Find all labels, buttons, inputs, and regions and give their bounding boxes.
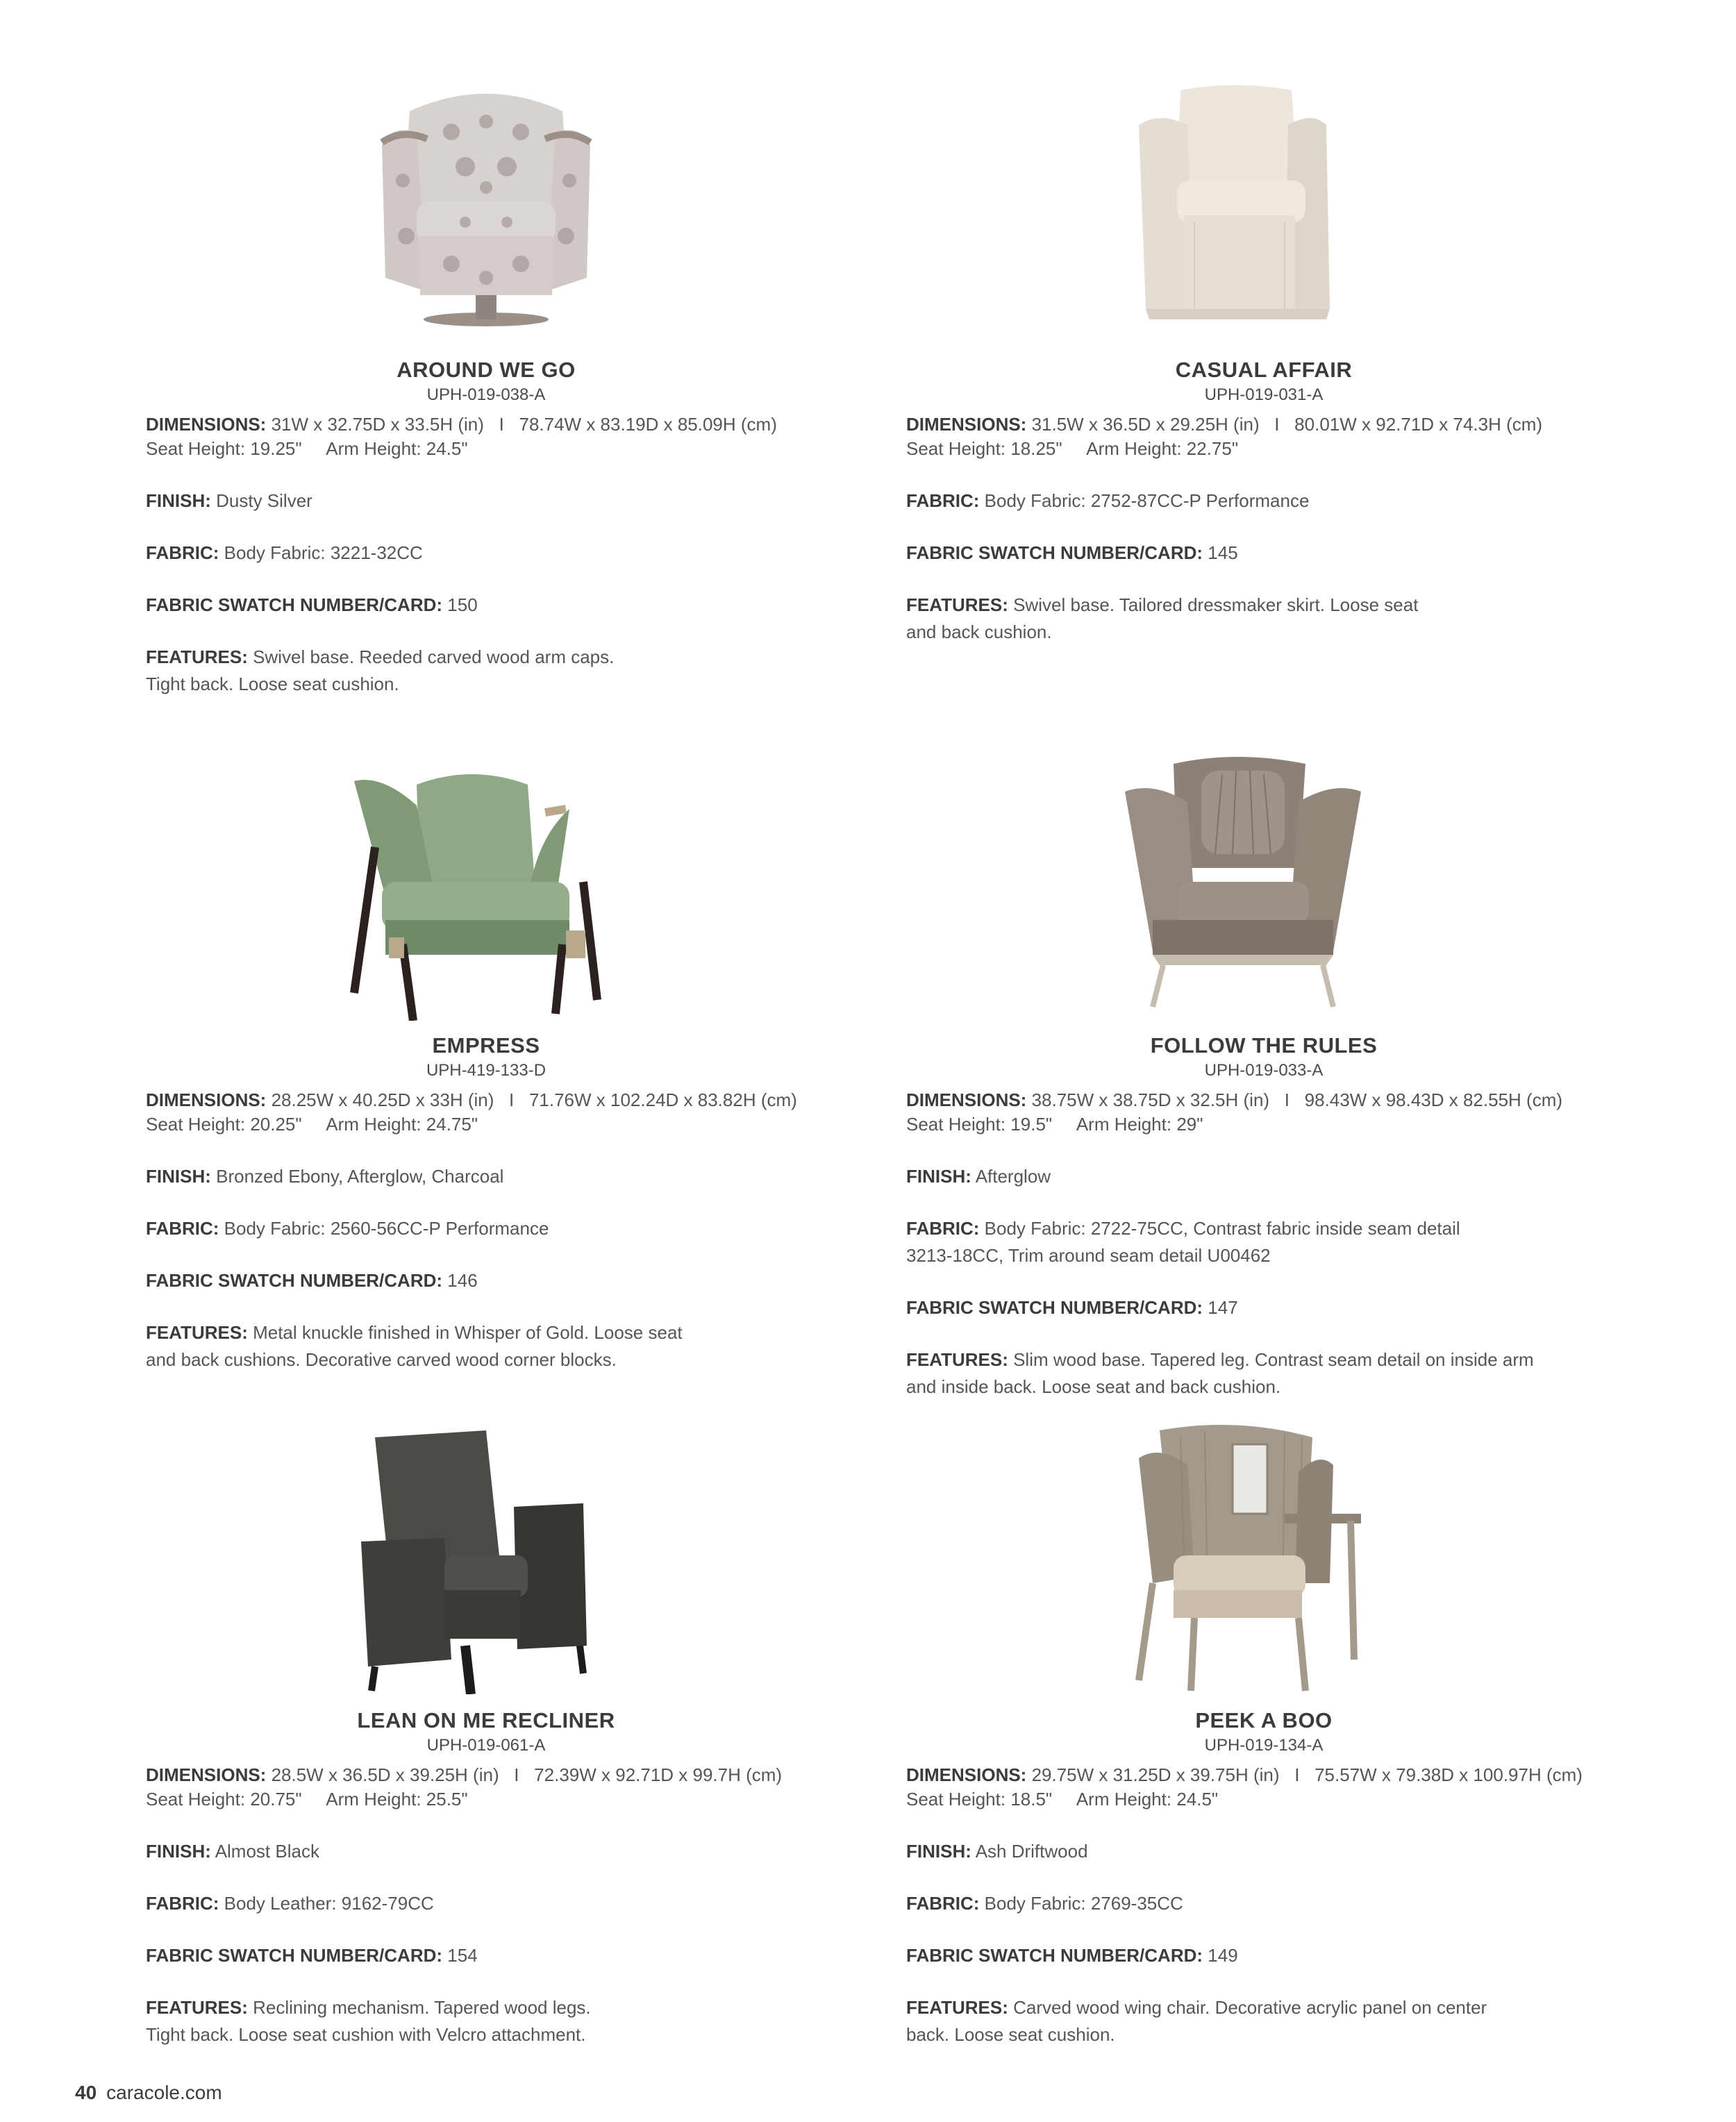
product-sku: UPH-019-031-A xyxy=(1204,385,1324,404)
features-value: Reclining mechanism. Tapered wood legs. xyxy=(253,1997,591,2018)
product-image xyxy=(1055,1417,1417,1694)
finish-value: Afterglow xyxy=(975,1166,1051,1187)
fabric-label: FABRIC: xyxy=(906,1218,980,1239)
swatch-value: 154 xyxy=(447,1945,478,1966)
product-sku: UPH-019-061-A xyxy=(426,1736,546,1755)
product-sku: UPH-019-033-A xyxy=(1204,1061,1324,1080)
product-specs xyxy=(906,411,1642,671)
features-value-2: and back cushion. xyxy=(906,621,1052,642)
heights-value: Seat Height: 19.5" Arm Height: 29" xyxy=(906,1114,1203,1135)
fabric-value: Body Fabric: 2722-75CC, Contrast fabric inside seam detail xyxy=(984,1218,1460,1239)
heights-value: Seat Height: 18.25" Arm Height: 22.75" xyxy=(906,438,1239,459)
dimensions-label: DIMENSIONS: xyxy=(906,1764,1027,1785)
product-name: CASUAL AFFAIR xyxy=(1175,358,1353,382)
dimensions-value: 29.75W x 31.25D x 39.75H (in) I 75.57W x 79.38D x 100.97H (cm) xyxy=(1031,1764,1583,1785)
features-value: Swivel base. Reeded carved wood arm caps. xyxy=(253,646,615,667)
swatch-label: FABRIC SWATCH NUMBER/CARD: xyxy=(906,1945,1203,1966)
finish-label: FINISH: xyxy=(906,1841,971,1862)
finish-value: Almost Black xyxy=(215,1841,319,1862)
dimensions-value: 28.5W x 36.5D x 39.25H (in) I 72.39W x 92.71D x 99.7H (cm) xyxy=(271,1764,783,1785)
recliner-image xyxy=(306,1417,667,1694)
features-value: Carved wood wing chair. Decorative acrylic panel on center xyxy=(1013,1997,1487,2018)
product-name: PEEK A BOO xyxy=(1195,1708,1333,1732)
fabric-label: FABRIC: xyxy=(906,1893,980,1914)
features-value-2: Tight back. Loose seat cushion. xyxy=(146,674,399,694)
finish-value: Dusty Silver xyxy=(216,490,312,511)
features-label: FEATURES: xyxy=(906,594,1008,615)
heights-value: Seat Height: 20.25" Arm Height: 24.75" xyxy=(146,1114,478,1135)
fabric-value-2: 3213-18CC, Trim around seam detail U00462 xyxy=(906,1245,1271,1266)
heights-value: Seat Height: 18.5" Arm Height: 24.5" xyxy=(906,1789,1219,1810)
swivel-chair-image xyxy=(306,69,667,347)
dimensions-label: DIMENSIONS: xyxy=(146,1764,267,1785)
product-image xyxy=(306,1417,667,1694)
fabric-label: FABRIC: xyxy=(146,1218,219,1239)
product-specs xyxy=(146,411,882,723)
features-label: FEATURES: xyxy=(906,1349,1008,1370)
finish-value: Bronzed Ebony, Afterglow, Charcoal xyxy=(216,1166,504,1187)
empress-chair-image xyxy=(306,743,667,1021)
swatch-label: FABRIC SWATCH NUMBER/CARD: xyxy=(146,594,443,615)
features-label: FEATURES: xyxy=(146,1997,248,2018)
features-value: Slim wood base. Tapered leg. Contrast seam detail on inside arm xyxy=(1013,1349,1534,1370)
swatch-value: 149 xyxy=(1208,1945,1238,1966)
heights-value: Seat Height: 20.75" Arm Height: 25.5" xyxy=(146,1789,468,1810)
follow-the-rules-chair-image xyxy=(1055,743,1417,1021)
product-name: FOLLOW THE RULES xyxy=(1150,1033,1378,1058)
page-footer xyxy=(75,2082,222,2104)
dimensions-value: 38.75W x 38.75D x 32.5H (in) I 98.43W x 98.43D x 82.55H (cm) xyxy=(1031,1089,1563,1110)
page-number: 40 xyxy=(75,2082,97,2103)
fabric-label: FABRIC: xyxy=(146,542,219,563)
finish-value: Ash Driftwood xyxy=(975,1841,1088,1862)
features-value-2: and inside back. Loose seat and back cushion. xyxy=(906,1376,1281,1397)
swatch-value: 150 xyxy=(447,594,478,615)
swatch-label: FABRIC SWATCH NUMBER/CARD: xyxy=(906,542,1203,563)
finish-label: FINISH: xyxy=(906,1166,971,1187)
dimensions-label: DIMENSIONS: xyxy=(146,1089,267,1110)
product-specs xyxy=(146,1762,882,2073)
swatch-value: 147 xyxy=(1208,1297,1238,1318)
product-image xyxy=(1055,69,1417,347)
heights-value: Seat Height: 19.25" Arm Height: 24.5" xyxy=(146,438,468,459)
product-name: EMPRESS xyxy=(432,1033,540,1058)
features-label: FEATURES: xyxy=(906,1997,1008,2018)
swatch-label: FABRIC SWATCH NUMBER/CARD: xyxy=(906,1297,1203,1318)
product-sku: UPH-419-133-D xyxy=(426,1061,546,1080)
swatch-value: 146 xyxy=(447,1270,478,1291)
features-label: FEATURES: xyxy=(146,1322,248,1343)
dimensions-label: DIMENSIONS: xyxy=(906,1089,1027,1110)
product-specs xyxy=(146,1087,882,1398)
fabric-label: FABRIC: xyxy=(146,1893,219,1914)
fabric-value: Body Fabric: 2769-35CC xyxy=(984,1893,1183,1914)
product-image xyxy=(1055,743,1417,1021)
finish-label: FINISH: xyxy=(146,490,211,511)
product-specs xyxy=(906,1087,1642,1426)
dimensions-value: 28.25W x 40.25D x 33H (in) I 71.76W x 102.24D x 83.82H (cm) xyxy=(271,1089,797,1110)
swatch-label: FABRIC SWATCH NUMBER/CARD: xyxy=(146,1270,443,1291)
dimensions-label: DIMENSIONS: xyxy=(146,414,267,435)
features-value: Swivel base. Tailored dressmaker skirt. Loose seat xyxy=(1013,594,1419,615)
product-sku: UPH-019-038-A xyxy=(426,385,546,404)
features-value: Metal knuckle finished in Whisper of Gold. Loose seat xyxy=(253,1322,683,1343)
product-sku: UPH-019-134-A xyxy=(1204,1736,1324,1755)
swatch-label: FABRIC SWATCH NUMBER/CARD: xyxy=(146,1945,443,1966)
features-value-2: back. Loose seat cushion. xyxy=(906,2024,1115,2045)
skirted-chair-image xyxy=(1055,69,1417,347)
finish-label: FINISH: xyxy=(146,1841,211,1862)
finish-label: FINISH: xyxy=(146,1166,211,1187)
dimensions-label: DIMENSIONS: xyxy=(906,414,1027,435)
features-value-2: and back cushions. Decorative carved wood corner blocks. xyxy=(146,1349,617,1370)
features-label: FEATURES: xyxy=(146,646,248,667)
product-name: AROUND WE GO xyxy=(397,358,576,382)
wing-chair-image xyxy=(1055,1417,1417,1694)
fabric-value: Body Fabric: 3221-32CC xyxy=(224,542,423,563)
fabric-value: Body Leather: 9162-79CC xyxy=(224,1893,434,1914)
product-specs xyxy=(906,1762,1642,2073)
fabric-label: FABRIC: xyxy=(906,490,980,511)
site-link[interactable]: caracole.com xyxy=(106,2082,222,2103)
dimensions-value: 31.5W x 36.5D x 29.25H (in) I 80.01W x 92.71D x 74.3H (cm) xyxy=(1031,414,1543,435)
fabric-value: Body Fabric: 2560-56CC-P Performance xyxy=(224,1218,549,1239)
product-image xyxy=(306,69,667,347)
product-image xyxy=(306,743,667,1021)
fabric-value: Body Fabric: 2752-87CC-P Performance xyxy=(984,490,1310,511)
product-name: LEAN ON ME RECLINER xyxy=(357,1708,615,1732)
swatch-value: 145 xyxy=(1208,542,1238,563)
features-value-2: Tight back. Loose seat cushion with Velcro attachment. xyxy=(146,2024,586,2045)
dimensions-value: 31W x 32.75D x 33.5H (in) I 78.74W x 83.19D x 85.09H (cm) xyxy=(271,414,777,435)
